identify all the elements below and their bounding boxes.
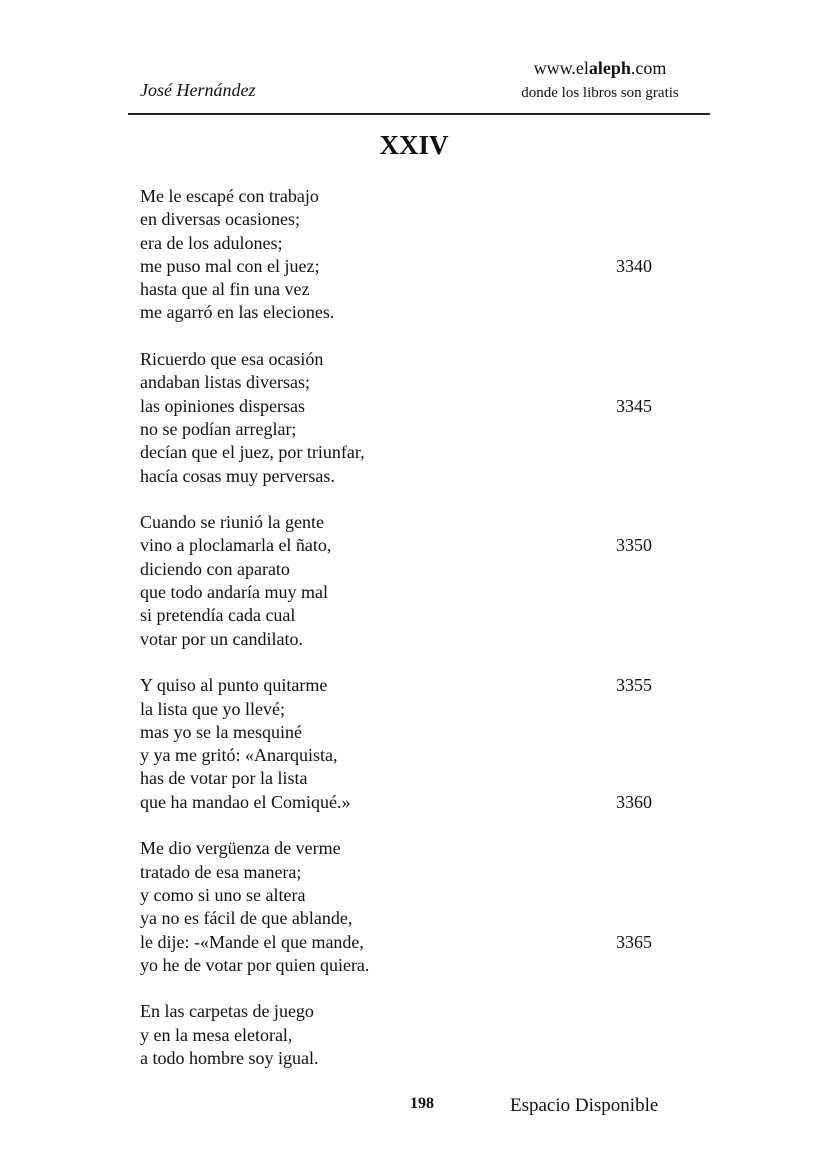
- verse-text: que todo andaría muy mal: [140, 582, 328, 603]
- verse-line: [140, 791, 680, 814]
- verse-text: Me le escapé con trabajo: [140, 186, 319, 206]
- verse-line: [140, 628, 680, 651]
- verse-text: la lista que yo llevé;: [140, 698, 285, 719]
- verse-text: Ricuerdo que esa ocasión: [140, 349, 324, 370]
- verse-text: a todo hombre soy igual.: [140, 1047, 319, 1068]
- website-bold: aleph: [588, 58, 631, 78]
- verse-line: [140, 767, 680, 790]
- stanza: [140, 1000, 680, 1070]
- header-divider: [128, 113, 710, 115]
- verse-line: [140, 418, 680, 441]
- verse-line: [140, 907, 680, 930]
- verse-line: [140, 395, 680, 418]
- verse-line: [140, 208, 680, 231]
- stanza: [140, 674, 680, 814]
- verse-text: Me dio vergüenza de verme: [140, 838, 341, 859]
- verse-text: diciendo con aparato: [140, 558, 290, 579]
- verse-text: vino a ploclamarla el ñato,: [140, 535, 332, 556]
- verse-line: [140, 278, 680, 301]
- verse-text: y ya me gritó: «Anarquista,: [140, 745, 338, 766]
- website-suffix: .com: [630, 58, 667, 78]
- verse-line: [140, 884, 680, 907]
- verse-text: votar por un candilato.: [140, 628, 303, 649]
- verse-text: Cuando se riunió la gente: [140, 512, 324, 533]
- verse-text: ya no es fácil de que ablande,: [140, 908, 353, 929]
- verse-text: hacía cosas muy perversas.: [140, 465, 335, 486]
- verse-number: 3360: [616, 791, 652, 812]
- verse-text: andaban listas diversas;: [140, 372, 310, 393]
- chapter-title: XXIV: [379, 130, 449, 160]
- verse-text: decían que el juez, por triunfar,: [140, 442, 365, 463]
- header-website: [500, 58, 700, 79]
- website-prefix: www.el: [533, 58, 589, 78]
- verse-line: [140, 441, 680, 464]
- verse-text: que ha mandao el Comiqué.»: [140, 791, 351, 812]
- verse-line: [140, 534, 680, 557]
- verse-line: [140, 837, 680, 860]
- verse-line: [140, 348, 680, 371]
- verse-text: has de votar por la lista: [140, 768, 308, 789]
- verse-line: [140, 581, 680, 604]
- verse-text: era de los adulones;: [140, 232, 283, 253]
- stanza: [140, 511, 680, 651]
- verse-text: hasta que al fin una vez: [140, 279, 310, 300]
- verse-line: [140, 1047, 680, 1070]
- verse-line: [140, 604, 680, 627]
- verse-number: 3340: [616, 255, 652, 276]
- verse-text: y en la mesa eletoral,: [140, 1024, 293, 1045]
- header-author: José Hernández: [140, 80, 256, 100]
- verse-line: [140, 465, 680, 488]
- header-tagline: donde los libros son gratis: [521, 85, 679, 101]
- verse-text: tratado de esa manera;: [140, 861, 302, 882]
- footer-label: Espacio Disponible: [510, 1095, 659, 1116]
- verse-line: [140, 674, 680, 697]
- verse-text: mas yo se la mesquiné: [140, 721, 302, 742]
- verse-number: 3345: [616, 395, 652, 416]
- verse-text: Y quiso al punto quitarme: [140, 675, 328, 696]
- verse-line: [140, 1024, 680, 1047]
- verse-text: las opiniones dispersas: [140, 395, 305, 416]
- verse-line: [140, 301, 680, 324]
- verse-line: [140, 371, 680, 394]
- verse-line: [140, 255, 680, 278]
- verse-line: [140, 698, 680, 721]
- verse-line: [140, 511, 680, 534]
- verse-line: [140, 721, 680, 744]
- page-number: 198: [410, 1095, 434, 1112]
- verse-line: [140, 744, 680, 767]
- verse-number: 3350: [616, 535, 652, 556]
- stanza: [140, 837, 680, 977]
- verse-text: En las carpetas de juego: [140, 1001, 314, 1022]
- verse-text: en diversas ocasiones;: [140, 209, 300, 230]
- verse-text: y como si uno se altera: [140, 884, 306, 905]
- verse-line: [140, 232, 680, 255]
- verse-line: [140, 954, 680, 977]
- verse-text: no se podían arreglar;: [140, 418, 297, 439]
- verse-line: [140, 861, 680, 884]
- verse-line: [140, 931, 680, 954]
- verse-line: [140, 185, 680, 208]
- verse-line: [140, 558, 680, 581]
- stanza: [140, 185, 680, 325]
- stanza: [140, 348, 680, 488]
- verse-text: me puso mal con el juez;: [140, 255, 320, 276]
- verse-text: si pretendía cada cual: [140, 605, 296, 626]
- poem-body: [140, 185, 680, 1094]
- verse-text: yo he de votar por quien quiera.: [140, 954, 370, 975]
- verse-text: me agarró en las eleciones.: [140, 302, 335, 323]
- verse-line: [140, 1000, 680, 1023]
- verse-number: 3365: [616, 931, 652, 952]
- verse-text: le dije: -«Mande el que mande,: [140, 931, 364, 952]
- verse-number: 3355: [616, 675, 652, 696]
